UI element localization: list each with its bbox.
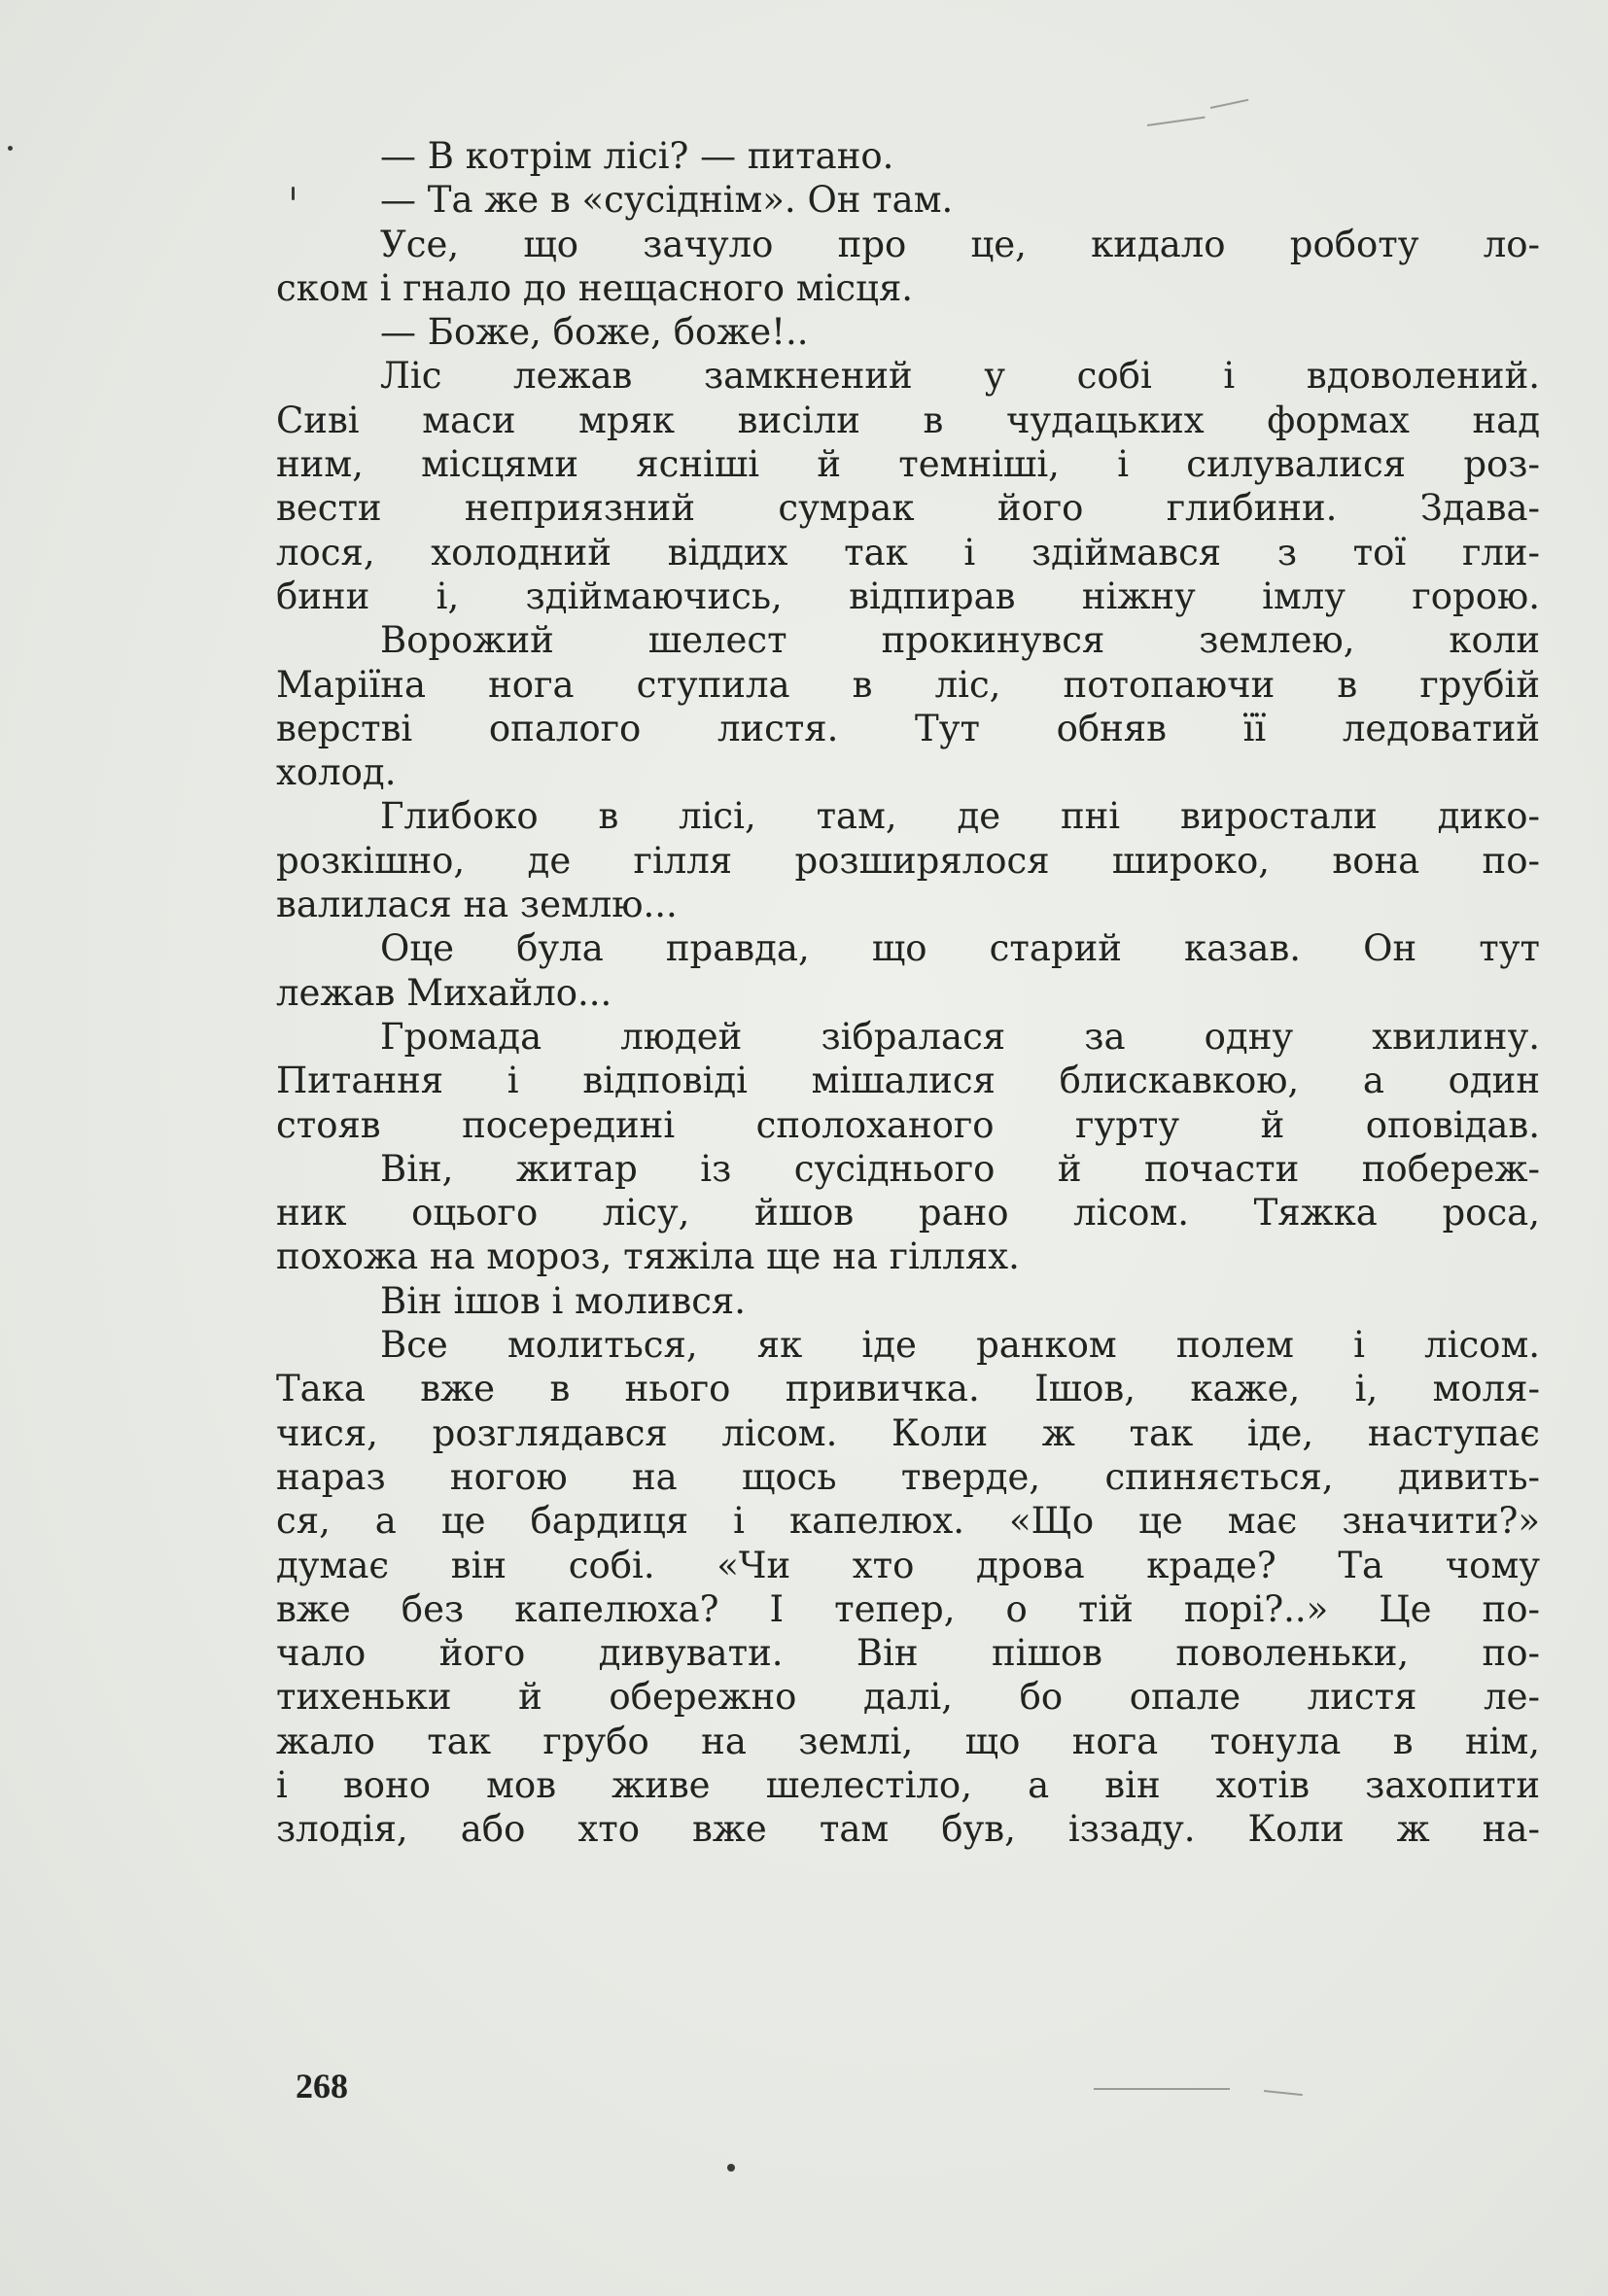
text-line: ним, місцями ясніші й темніші, і силувалися роз- <box>276 443 1540 486</box>
text-line: розкішно, де гілля розширялося широко, вона по- <box>276 839 1540 882</box>
scan-mark <box>1210 99 1249 109</box>
text-line: нараз ногою на щось тверде, спиняється, дивить- <box>276 1455 1540 1498</box>
scan-mark <box>1264 2090 1303 2096</box>
text-line: Питання і відповіді мішалися блискавкою, а один <box>276 1060 1540 1102</box>
text-line: Громада людей зібралася за одну хвилину. <box>380 1015 1540 1058</box>
text-line: холод. <box>276 751 397 794</box>
body-text <box>276 134 1540 1852</box>
text-line: вести неприязний сумрак його глибини. Здава- <box>276 487 1540 530</box>
text-line: — Боже, боже, боже!.. <box>380 311 809 354</box>
text-line: ник оцього лісу, йшов рано лісом. Тяжка роса, <box>276 1192 1540 1235</box>
text-line: похожа на мороз, тяжіла ще на гіллях. <box>276 1235 1020 1278</box>
text-line: — В котрім лісі? — питано. <box>380 135 894 177</box>
scan-mark <box>1147 117 1206 126</box>
text-line: Оце була правда, що старий казав. Он тут <box>380 927 1540 970</box>
text-line: валилася на землю... <box>276 884 678 926</box>
page-number: 268 <box>296 2067 348 2105</box>
text-line: чало його дивувати. Він пішов поволеньки, по- <box>276 1632 1540 1675</box>
text-line: злодія, або хто вже там був, іззаду. Коли ж на- <box>276 1808 1540 1851</box>
text-line: Ліс лежав замкнений у собі і вдоволений. <box>380 355 1540 398</box>
text-line: Усе, що зачуло про це, кидало роботу ло- <box>380 223 1540 265</box>
scan-mark <box>1094 2088 1230 2090</box>
text-line: стояв посередині сполоханого гурту й оповідав. <box>276 1103 1540 1146</box>
text-line: верстві опалого листя. Тут обняв її ледоватий <box>276 707 1540 749</box>
text-line: лежав Михайло... <box>276 971 612 1014</box>
text-line: тихеньки й обережно далі, бо опале листя ле- <box>276 1676 1540 1719</box>
text-line: ском і гнало до нещасного місця. <box>276 266 914 309</box>
text-line: чися, розглядався лісом. Коли ж так іде, наступає <box>276 1411 1540 1454</box>
text-line: ся, а це бардиця і капелюх. «Що це має значити?» <box>276 1500 1540 1543</box>
text-line: вже без капелюха? І тепер, о тій порі?..» Це по- <box>276 1587 1540 1630</box>
text-line: Така вже в нього привичка. Ішов, каже, і, моля- <box>276 1368 1540 1410</box>
ink-speck <box>727 2164 735 2172</box>
text-line: — Та же в «сусіднім». Он там. <box>380 179 954 222</box>
text-line: Маріїна нога ступила в ліс, потопаючи в грубій <box>276 663 1540 706</box>
text-line: жало так грубо на землі, що нога тонула в нім, <box>276 1720 1540 1762</box>
ink-speck <box>8 146 13 151</box>
text-line: Сиві маси мряк висіли в чудацьких формах над <box>276 399 1540 441</box>
text-line: бини і, здіймаючись, відпирав ніжну імлу горою. <box>276 574 1540 617</box>
text-line: думає він собі. «Чи хто дрова краде? Та чому <box>276 1544 1540 1586</box>
text-line: Ворожий шелест прокинувся землею, коли <box>380 619 1540 662</box>
text-line: Глибоко в лісі, там, де пні виростали дико- <box>380 795 1540 838</box>
text-line: і воно мов живе шелестіло, а він хотів захопити <box>276 1763 1540 1806</box>
text-line: Він, житар із сусіднього й почасти побереж- <box>380 1147 1540 1190</box>
text-line: лося, холодний віддих так і здіймався з тої гли- <box>276 531 1540 574</box>
text-line: Все молиться, як іде ранком полем і лісом. <box>380 1324 1540 1367</box>
text-line: Він ішов і молився. <box>380 1279 747 1322</box>
